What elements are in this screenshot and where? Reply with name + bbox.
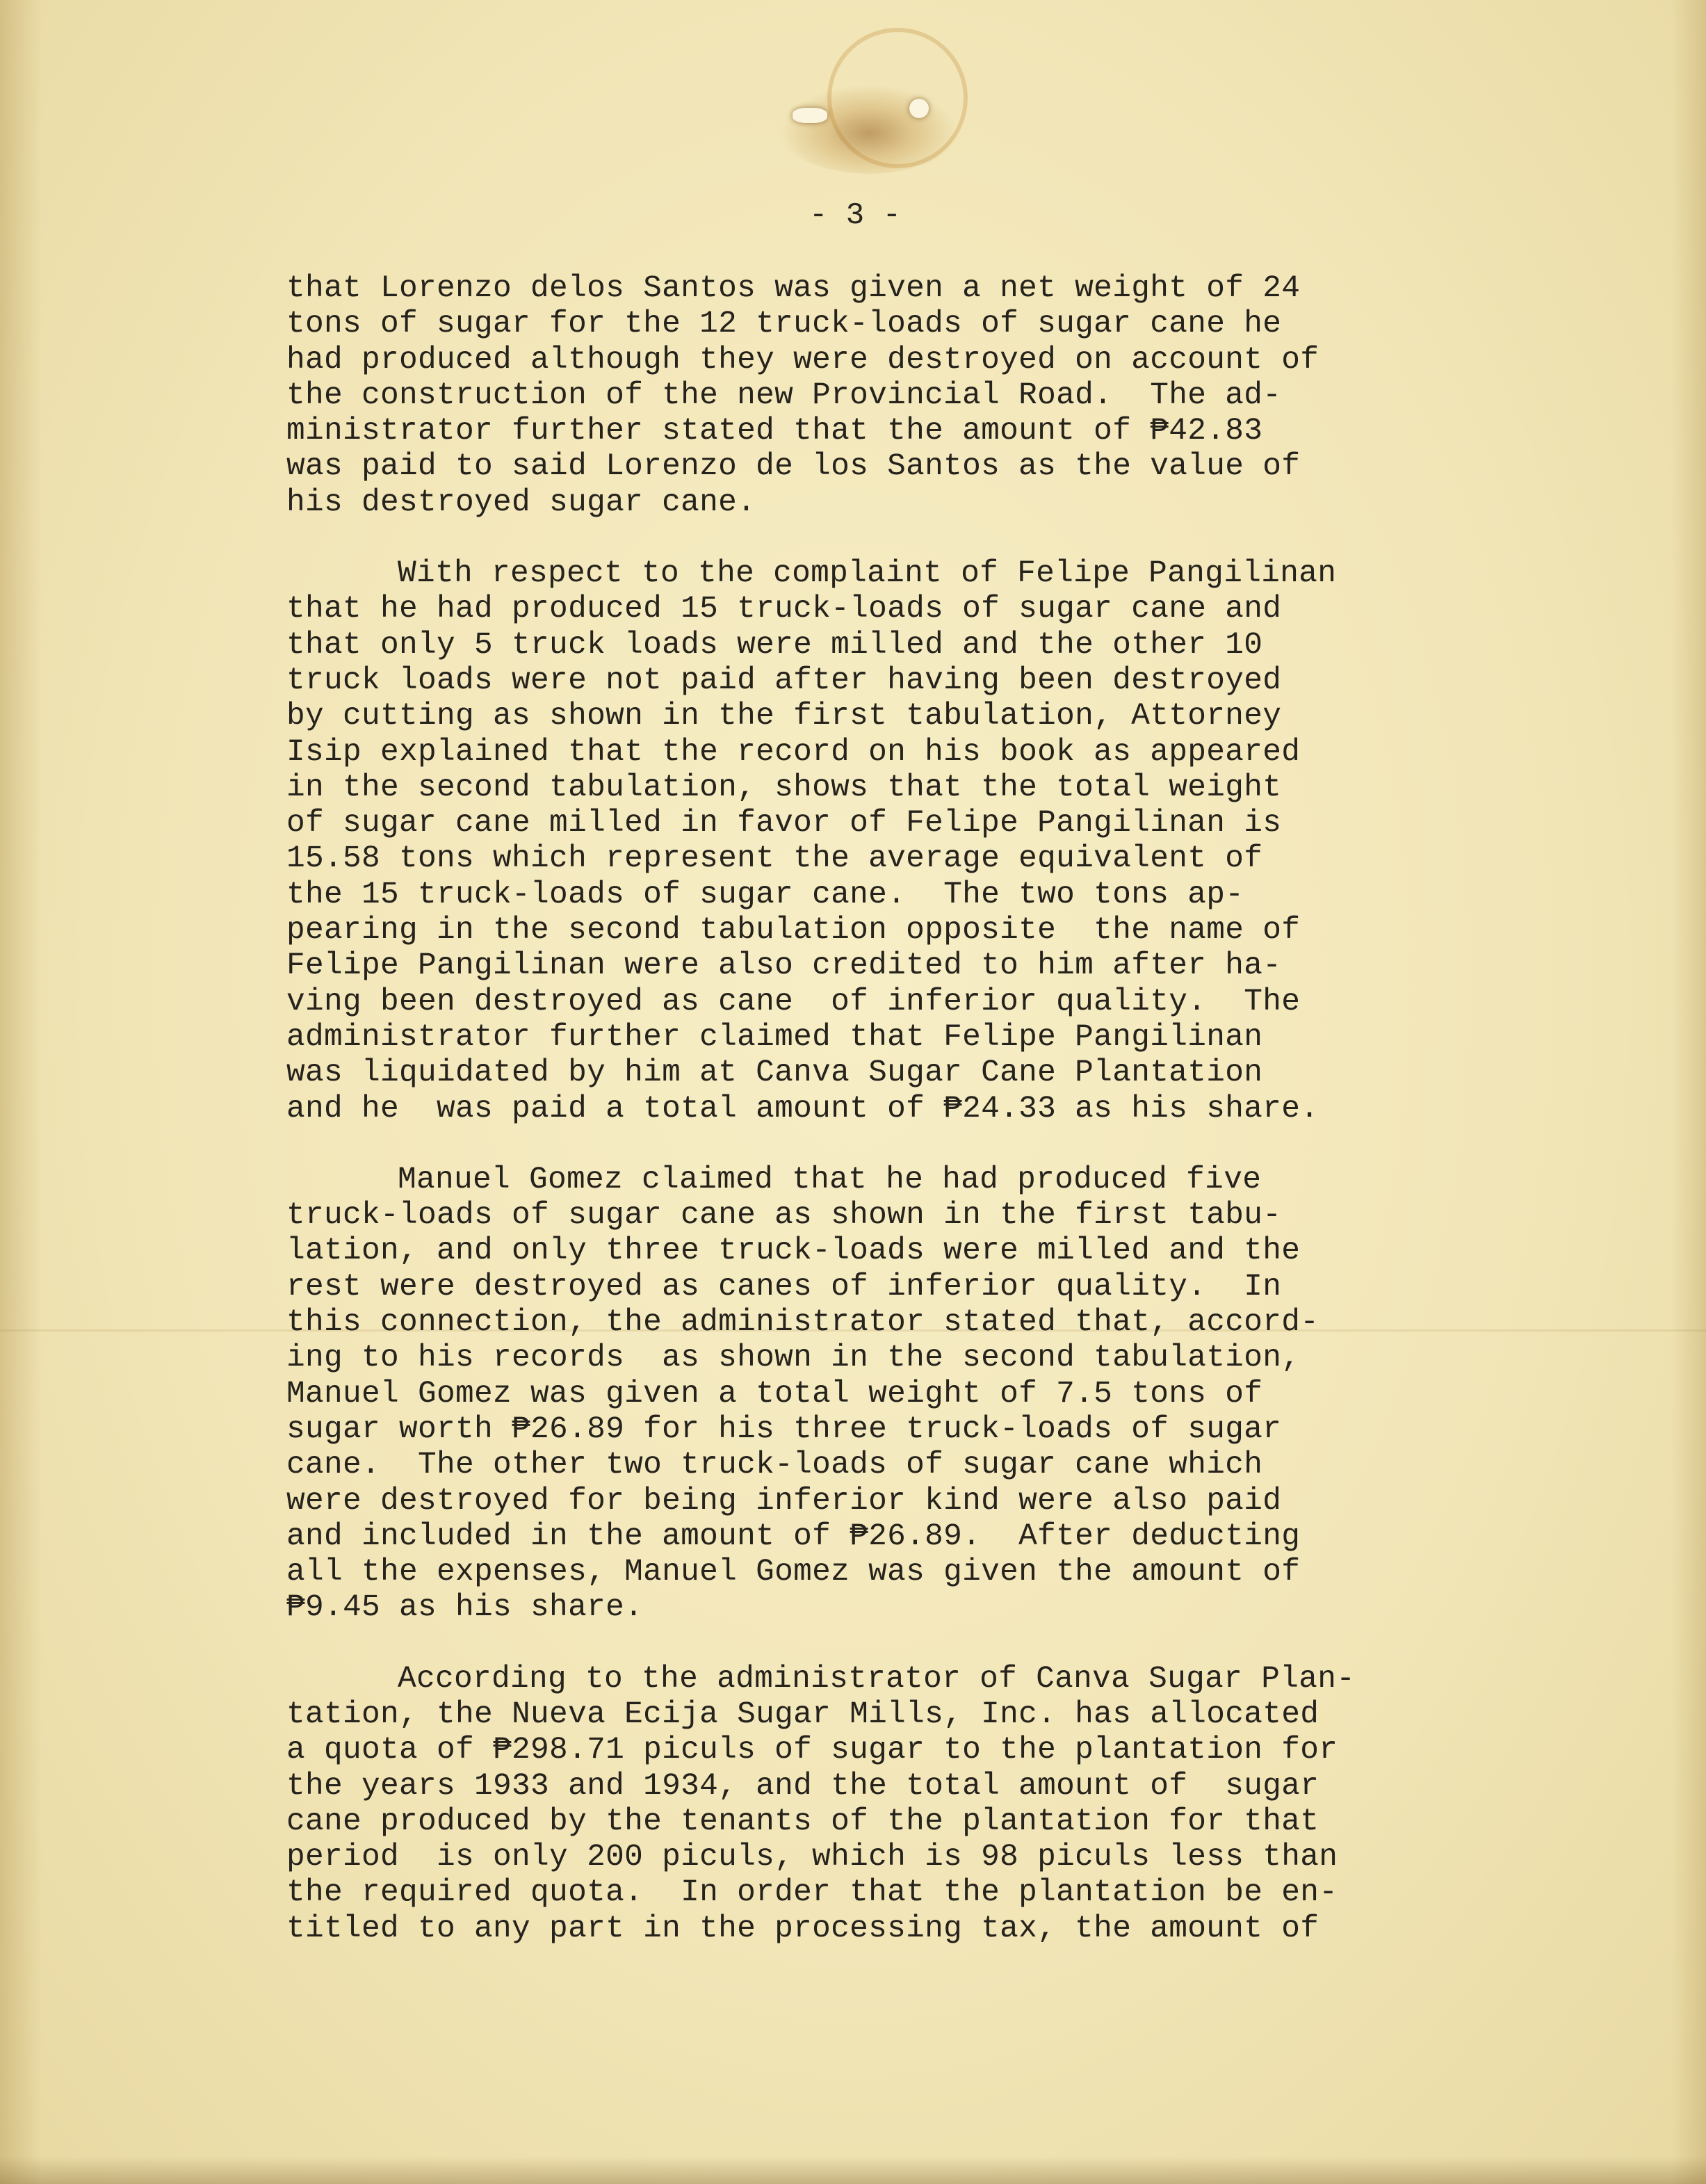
text-line: period is only 200 piculs, which is 98 piculs less than xyxy=(286,1840,1338,1875)
text-line: lation, and only three truck-loads were milled and the xyxy=(286,1233,1301,1269)
staple-hole-left xyxy=(793,108,827,123)
paper-edge-shading-right xyxy=(1671,0,1706,2184)
text-line: was liquidated by him at Canva Sugar Cane Plantation xyxy=(286,1055,1263,1091)
text-line: administrator further claimed that Felipe Pangilinan xyxy=(286,1019,1263,1055)
text-line: ministrator further stated that the amount of ₱42.83 xyxy=(286,414,1263,449)
text-line: sugar worth ₱26.89 for his three truck-loads of sugar xyxy=(286,1411,1282,1447)
text-line: tons of sugar for the 12 truck-loads of sugar cane he xyxy=(286,307,1282,342)
text-line: the years 1933 and 1934, and the total amount of sugar xyxy=(286,1768,1319,1804)
text-line: tation, the Nueva Ecija Sugar Mills, Inc. has allocated xyxy=(286,1697,1319,1732)
text-line: this connection, the administrator stated that, accord- xyxy=(286,1305,1319,1341)
text-line: all the expenses, Manuel Gomez was given the amount of xyxy=(286,1555,1301,1590)
paragraph-4 xyxy=(286,1662,1510,1947)
text-line: by cutting as shown in the first tabulation, Attorney xyxy=(286,699,1282,734)
text-line: that he had produced 15 truck-loads of sugar cane and xyxy=(286,592,1282,627)
text-line: and included in the amount of ₱26.89. After deducting xyxy=(286,1519,1301,1554)
text-line: had produced although they were destroyed on account of xyxy=(286,342,1319,378)
paragraph-3 xyxy=(286,1163,1510,1626)
text-line: ing to his records as shown in the second tabulation, xyxy=(286,1341,1301,1376)
text-line: Felipe Pangilinan were also credited to him after ha- xyxy=(286,948,1282,984)
text-line: a quota of ₱298.71 piculs of sugar to the plantation for xyxy=(286,1733,1338,1768)
text-line: cane. The other two truck-loads of sugar cane which xyxy=(286,1448,1263,1483)
text-line: that only 5 truck loads were milled and the other 10 xyxy=(286,627,1263,663)
text-line: 15.58 tons which represent the average equivalent of xyxy=(286,841,1263,877)
text-line: were destroyed for being inferior kind were also paid xyxy=(286,1483,1282,1519)
text-line: the required quota. In order that the plantation be en- xyxy=(286,1875,1338,1911)
staple-hole-right xyxy=(909,99,929,118)
staple-burn-mark xyxy=(779,83,959,174)
text-line: the construction of the new Provincial Road. The ad- xyxy=(286,378,1282,413)
text-line: With respect to the complaint of Felipe Pangilinan xyxy=(398,556,1337,592)
text-line: titled to any part in the processing tax, the amount of xyxy=(286,1911,1319,1946)
text-line: Manuel Gomez claimed that he had produced five xyxy=(398,1162,1262,1197)
text-line: cane produced by the tenants of the plantation for that xyxy=(286,1804,1319,1839)
text-line: that Lorenzo delos Santos was given a net weight of 24 xyxy=(286,271,1301,306)
text-line: Manuel Gomez was given a total weight of 7.5 tons of xyxy=(286,1376,1263,1411)
text-line: the 15 truck-loads of sugar cane. The two tons ap- xyxy=(286,877,1244,912)
text-line: rest were destroyed as canes of inferior quality. In xyxy=(286,1269,1282,1304)
text-line: According to the administrator of Canva Sugar Plan- xyxy=(398,1661,1356,1697)
typed-body-text xyxy=(286,271,1510,1982)
text-line: pearing in the second tabulation opposite the name of xyxy=(286,913,1301,948)
text-line: was paid to said Lorenzo de los Santos as the value of xyxy=(286,449,1301,485)
paper-edge-shading-bottom xyxy=(0,2156,1706,2184)
paragraph-1 xyxy=(286,271,1510,521)
text-line: and he was paid a total amount of ₱24.33 as his share. xyxy=(286,1091,1319,1126)
page-number: - 3 - xyxy=(809,198,902,233)
text-line: truck loads were not paid after having been destroyed xyxy=(286,663,1282,698)
text-line: truck-loads of sugar cane as shown in the first tabu- xyxy=(286,1198,1282,1233)
text-line: of sugar cane milled in favor of Felipe Pangilinan is xyxy=(286,806,1282,841)
text-line: ving been destroyed as cane of inferior quality. The xyxy=(286,984,1301,1019)
text-line: in the second tabulation, shows that the total weight xyxy=(286,770,1282,805)
paragraph-2 xyxy=(286,556,1510,1127)
paper-edge-shading-left xyxy=(0,0,42,2184)
text-line: his destroyed sugar cane. xyxy=(286,485,756,520)
text-line: ₱9.45 as his share. xyxy=(286,1590,644,1626)
text-line: Isip explained that the record on his book as appeared xyxy=(286,734,1301,770)
